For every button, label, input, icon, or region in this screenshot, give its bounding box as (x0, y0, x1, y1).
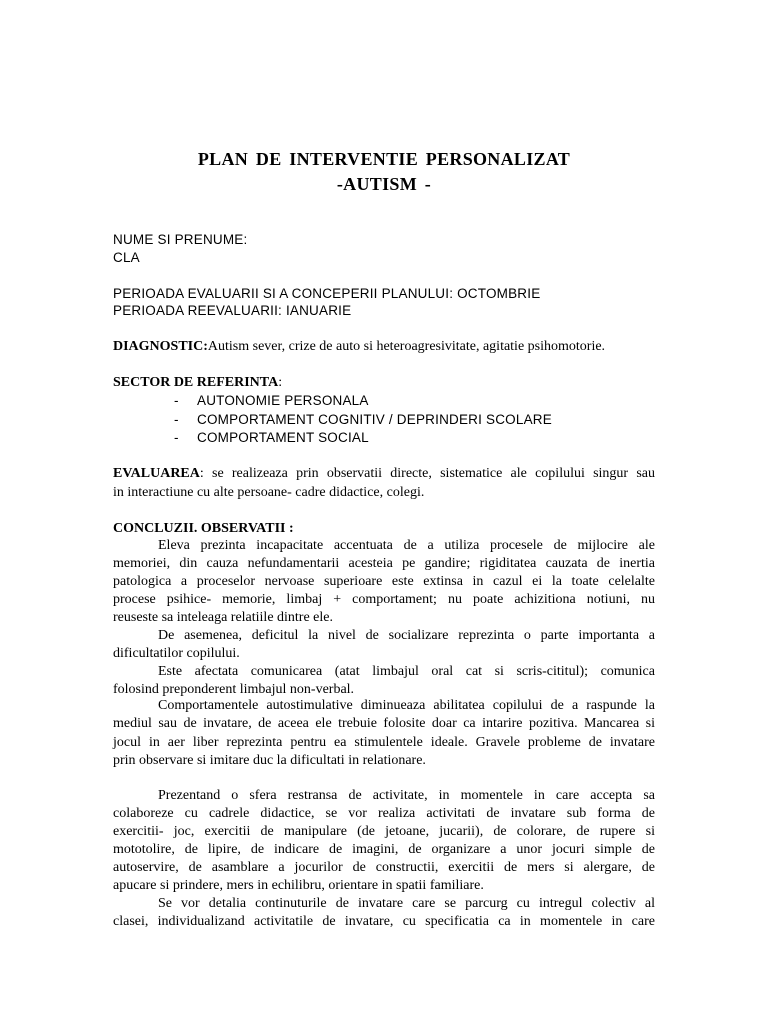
paragraph-line: folosind preponderent limbajul non-verbal. (113, 682, 355, 697)
paragraph-line: reuseste sa inteleaga relatiile dintre ele. (113, 610, 334, 625)
sector-item-label: COMPORTAMENT SOCIAL (197, 430, 369, 445)
diagnostic-line (113, 338, 605, 356)
document-title: PLAN DE INTERVENTIE PERSONALIZAT (197, 149, 571, 169)
perioada-evaluarii: PERIOADA EVALUARII SI A CONCEPERII PLANULUI: OCTOMBRIE (113, 286, 541, 301)
paragraph-line: Este afectata comunicarea (atat limbajul oral cat si scris-cititul); comunica (158, 664, 655, 679)
paragraph-line: jocul in aer liber reprezinta pentru ea stimulentele ideale. Gravele probleme de invatare (113, 735, 655, 750)
evaluarea-line (113, 465, 655, 483)
paragraph-line: autoservire, de asamblare a jocurilor de constructii, exercitii de mers si alergare, de (113, 860, 655, 875)
paragraph-line: patologica a proceselor nervoase superioare este extinsa in cazul ei la toate celelalte (113, 574, 655, 589)
paragraph-line: exercitii- joc, exercitii de manipulare (de jetoane, jucarii), de colorare, de rupere si (113, 824, 655, 839)
paragraph-line: De asemenea, deficitul la nivel de socializare reprezinta o parte importanta a (158, 628, 655, 643)
paragraph-line: procese psihice- memorie, limbaj + comportament; nu poate achizitiona notiuni, nu (113, 592, 655, 607)
sector-label: SECTOR DE REFERINTA (113, 375, 279, 390)
sector-item-label: COMPORTAMENT COGNITIV / DEPRINDERI SCOLARE (197, 412, 552, 427)
bullet-dash: - (174, 412, 179, 427)
document-subtitle: -AUTISM - (336, 174, 432, 194)
paragraph-line: dificultatilor copilului. (113, 646, 240, 661)
sector-colon: : (278, 375, 283, 390)
evaluarea-line-2: in interactiune cu alte persoane- cadre didactice, colegi. (113, 485, 425, 500)
paragraph-line: clasei, individualizand activitatile de invatare, cu specificatia ca in momentele in care (113, 914, 655, 929)
nume-label: NUME SI PRENUME: (113, 232, 248, 247)
concluzii-heading: CONCLUZII. OBSERVATII : (113, 521, 294, 536)
paragraph-line: Comportamentele autostimulative diminueaza abilitatea copilului de a raspunde la (158, 698, 655, 713)
paragraph-line: memoriei, din cauza nefundamentarii acesteia pe gandire; rigiditatea cauzata de inertia (113, 556, 655, 571)
perioada-reevaluarii: PERIOADA REEVALUARII: IANUARIE (113, 303, 352, 318)
paragraph-line: mediul sau de invatare, de aceea ele trebuie folosite doar ca intarire pozitiva. Mancarea si (113, 716, 655, 731)
diagnostic-label: DIAGNOSTIC: (113, 339, 208, 354)
sector-heading (113, 374, 282, 392)
paragraph-line: Se vor detalia continuturile de invatare care se parcurg cu intregul colectiv al (158, 896, 655, 911)
evaluarea-text: : se realizeaza prin observatii directe, sistematice ale copilului singur sau (199, 466, 655, 481)
paragraph-line: colaboreze cu cadrele didactice, se vor realiza activitati de invatare sub forma de (113, 806, 655, 821)
diagnostic-text: Autism sever, crize de auto si heteroagresivitate, agitatie psihomotorie. (207, 339, 606, 354)
paragraph-line: mototolire, de lipire, de indicare de imagini, de organizare a unor jocuri simple de (113, 842, 655, 857)
sector-item-label: AUTONOMIE PERSONALA (197, 393, 369, 408)
bullet-dash: - (174, 430, 179, 445)
evaluarea-label: EVALUAREA (113, 466, 200, 481)
paragraph-line: apucare si prindere, mers in echilibru, orientare in spatii familiare. (113, 878, 484, 893)
paragraph-line: Eleva prezinta incapacitate accentuata de a utiliza procesele de mijlocire ale (158, 538, 655, 553)
nume-value: CLA (113, 250, 140, 265)
paragraph-line: Prezentand o sfera restransa de activitate, in momentele in care accepta sa (158, 788, 655, 803)
paragraph-line: prin observare si imitare duc la dificultati in relationare. (113, 753, 426, 768)
bullet-dash: - (174, 393, 179, 408)
